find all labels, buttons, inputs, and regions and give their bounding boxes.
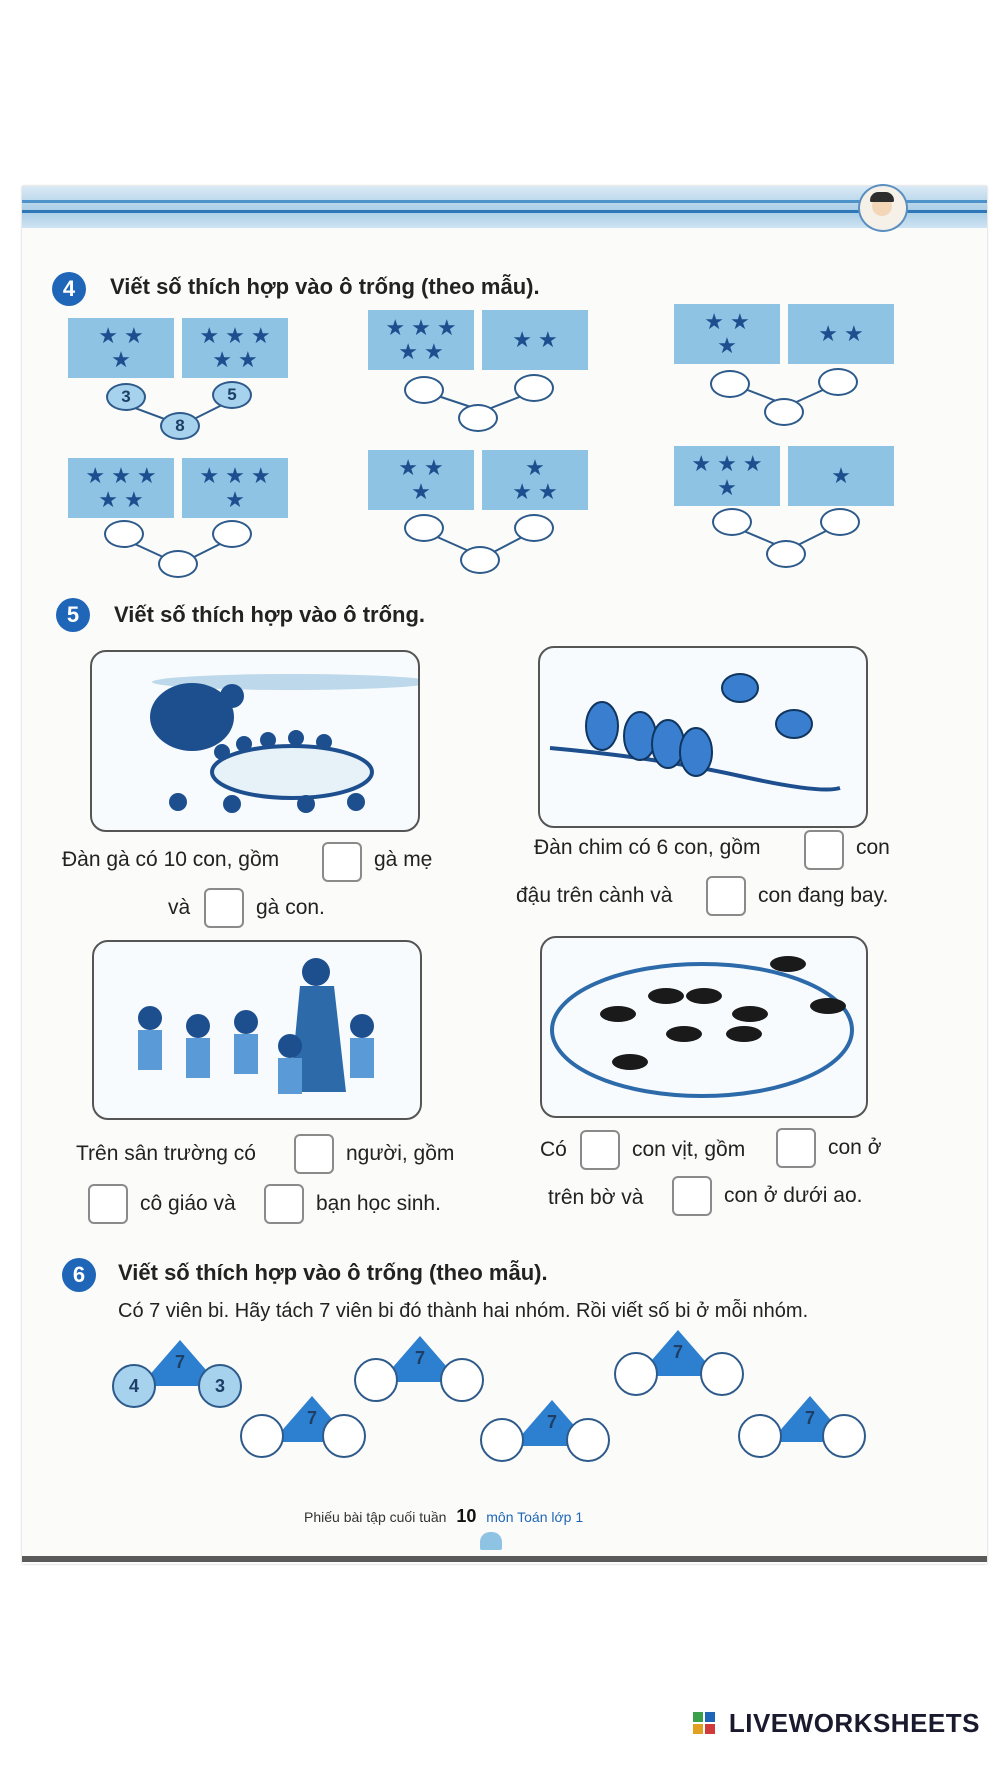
footer-drop-icon bbox=[480, 1532, 502, 1550]
star-box: ★ ★ ★ bbox=[482, 450, 588, 510]
footer-left: Phiếu bài tập cuối tuần bbox=[304, 1509, 447, 1525]
ducks-pond-illustration bbox=[542, 938, 866, 1116]
answer-marble-right[interactable] bbox=[322, 1414, 366, 1458]
answer-box-people[interactable] bbox=[294, 1134, 334, 1174]
star-box: ★ bbox=[788, 446, 894, 506]
star-box: ★ ★ ★ ★ ★ bbox=[182, 318, 288, 378]
answer-oval-total[interactable] bbox=[460, 546, 500, 574]
question-5-title: Viết số thích hợp vào ô trống. bbox=[114, 602, 426, 627]
answer-marble-right[interactable] bbox=[822, 1414, 866, 1458]
star-box: ★ ★ ★ bbox=[368, 450, 474, 510]
liveworksheets-logo-icon bbox=[693, 1712, 715, 1734]
example-left-marble: 4 bbox=[112, 1364, 156, 1408]
answer-marble-right[interactable] bbox=[440, 1358, 484, 1402]
answer-oval-right[interactable] bbox=[818, 368, 858, 396]
answer-marble-left[interactable] bbox=[614, 1352, 658, 1396]
birds-text-3: đậu trên cành và bbox=[516, 884, 673, 907]
answer-marble-left[interactable] bbox=[240, 1414, 284, 1458]
total-number: 7 bbox=[174, 1352, 185, 1372]
page-footer bbox=[304, 1506, 583, 1527]
chicken-text-3: và bbox=[168, 896, 191, 919]
answer-box-birds-branch[interactable] bbox=[804, 830, 844, 870]
answer-oval-right[interactable] bbox=[212, 520, 252, 548]
ducks-picture bbox=[540, 936, 868, 1118]
birds-text-1: Đàn chim có 6 con, gồm bbox=[534, 836, 761, 859]
answer-marble-right[interactable] bbox=[566, 1418, 610, 1462]
answer-oval-right[interactable] bbox=[514, 374, 554, 402]
hen-and-chicks-illustration bbox=[92, 652, 418, 830]
answer-marble-right[interactable] bbox=[700, 1352, 744, 1396]
example-total-number: 8 bbox=[160, 412, 200, 440]
question-4-title: Viết số thích hợp vào ô trống (theo mẫu). bbox=[110, 274, 540, 299]
school-text-2: người, gồm bbox=[346, 1142, 455, 1165]
answer-box-teachers[interactable] bbox=[88, 1184, 128, 1224]
teacher-and-students-illustration bbox=[94, 942, 420, 1118]
answer-oval-left[interactable] bbox=[712, 508, 752, 536]
footer-right: môn Toán lớp 1 bbox=[486, 1509, 584, 1525]
ducks-text-3: con ở bbox=[828, 1136, 882, 1159]
question-6-title: Viết số thích hợp vào ô trống (theo mẫu). bbox=[118, 1260, 548, 1285]
answer-marble-left[interactable] bbox=[480, 1418, 524, 1462]
total-number: 7 bbox=[414, 1348, 425, 1368]
star-box: ★ ★ ★ ★ bbox=[182, 458, 288, 518]
total-number: 7 bbox=[546, 1412, 557, 1432]
question-6-number: 6 bbox=[62, 1258, 96, 1292]
page-number: 10 bbox=[456, 1506, 477, 1526]
header-band bbox=[22, 186, 987, 228]
answer-box-ducks-total[interactable] bbox=[580, 1130, 620, 1170]
chicken-text-4: gà con. bbox=[256, 896, 325, 919]
answer-oval-left[interactable] bbox=[710, 370, 750, 398]
answer-box-birds-flying[interactable] bbox=[706, 876, 746, 916]
answer-oval-left[interactable] bbox=[404, 376, 444, 404]
total-number: 7 bbox=[306, 1408, 317, 1428]
ducks-text-1: Có bbox=[540, 1138, 567, 1161]
star-box: ★ ★ bbox=[788, 304, 894, 364]
answer-oval-right[interactable] bbox=[820, 508, 860, 536]
school-picture bbox=[92, 940, 422, 1120]
watermark-text: LIVEWORKSHEETS bbox=[728, 1708, 980, 1738]
total-number: 7 bbox=[672, 1342, 683, 1362]
school-text-3: cô giáo và bbox=[140, 1192, 236, 1215]
example-right-number: 5 bbox=[212, 381, 252, 409]
chicken-text-2: gà mẹ bbox=[374, 848, 433, 871]
star-box: ★ ★ ★ ★ bbox=[674, 446, 780, 506]
answer-oval-total[interactable] bbox=[458, 404, 498, 432]
school-text-4: bạn học sinh. bbox=[316, 1192, 441, 1215]
ducks-text-4: trên bờ và bbox=[548, 1186, 644, 1209]
birds-text-4: con đang bay. bbox=[758, 884, 889, 907]
chicken-picture bbox=[90, 650, 420, 832]
example-left-number: 3 bbox=[106, 383, 146, 411]
answer-oval-total[interactable] bbox=[764, 398, 804, 426]
star-box: ★ ★ ★ ★ ★ bbox=[68, 458, 174, 518]
birds-picture bbox=[538, 646, 868, 828]
question-5-number: 5 bbox=[56, 598, 90, 632]
answer-box-chicks[interactable] bbox=[204, 888, 244, 928]
page-bottom-edge bbox=[22, 1556, 987, 1562]
mascot-icon bbox=[858, 184, 908, 232]
answer-marble-left[interactable] bbox=[738, 1414, 782, 1458]
answer-oval-left[interactable] bbox=[104, 520, 144, 548]
answer-box-ducks-pond[interactable] bbox=[672, 1176, 712, 1216]
ducks-text-2: con vịt, gồm bbox=[632, 1138, 746, 1161]
answer-oval-total[interactable] bbox=[766, 540, 806, 568]
school-text-1: Trên sân trường có bbox=[76, 1142, 256, 1165]
answer-oval-left[interactable] bbox=[404, 514, 444, 542]
question-4-number: 4 bbox=[52, 272, 86, 306]
answer-box-students[interactable] bbox=[264, 1184, 304, 1224]
ducks-text-5: con ở dưới ao. bbox=[724, 1184, 863, 1207]
question-6-subtitle: Có 7 viên bi. Hãy tách 7 viên bi đó thành hai nhóm. Rồi viết số bi ở mỗi nhóm. bbox=[118, 1300, 809, 1322]
star-box: ★ ★ ★ bbox=[674, 304, 780, 364]
star-box: ★ ★ ★ ★ ★ bbox=[368, 310, 474, 370]
star-box: ★ ★ bbox=[482, 310, 588, 370]
answer-box-chicken-total-hens[interactable] bbox=[322, 842, 362, 882]
birds-illustration bbox=[540, 648, 866, 826]
star-box: ★ ★ ★ bbox=[68, 318, 174, 378]
chicken-text-1: Đàn gà có 10 con, gồm bbox=[62, 848, 280, 871]
answer-oval-total[interactable] bbox=[158, 550, 198, 578]
example-right-marble: 3 bbox=[198, 1364, 242, 1408]
birds-text-2: con bbox=[856, 836, 890, 859]
answer-oval-right[interactable] bbox=[514, 514, 554, 542]
answer-box-ducks-shore[interactable] bbox=[776, 1128, 816, 1168]
answer-marble-left[interactable] bbox=[354, 1358, 398, 1402]
total-number: 7 bbox=[804, 1408, 815, 1428]
